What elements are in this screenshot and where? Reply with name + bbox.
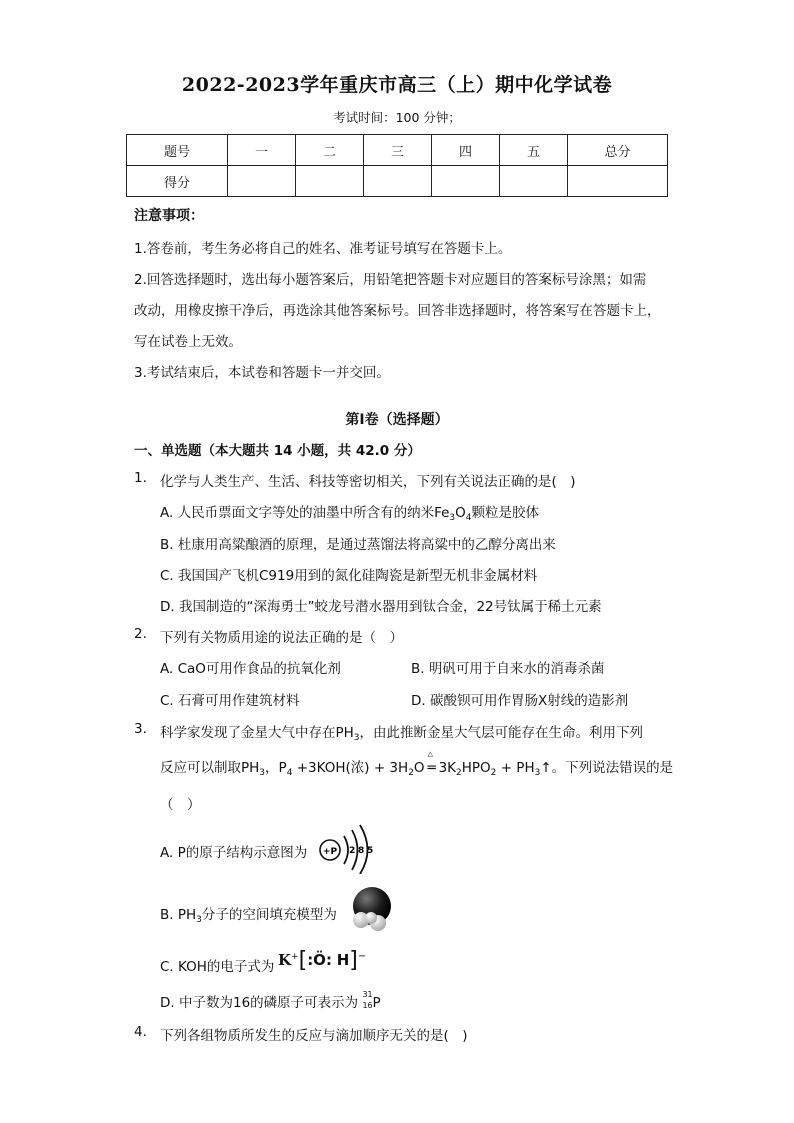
subscript: 3	[449, 513, 456, 523]
question-number: 2.	[134, 626, 147, 642]
score-row-label: 得分	[127, 166, 228, 197]
space-filling-model	[346, 886, 396, 932]
stem-text: ，由此推断金星大气层可能存在生命。利用下列	[359, 725, 644, 741]
option-text: B. PH	[160, 907, 197, 923]
notes-line: 2.回答选择题时，选出每小题答案后，用铅笔把答题卡对应题目的答案标号涂黑；如需	[134, 272, 647, 288]
option-b: B. 杜康用高粱酿酒的原理，是通过蒸馏法将高粱中的乙醇分离出来	[160, 537, 556, 553]
equals-sign: ═	[427, 760, 436, 776]
subscript: 3	[196, 915, 202, 925]
shell-count-3: 5	[367, 846, 374, 856]
question-number: 3.	[134, 721, 147, 737]
notes-line: 1.答卷前，考生务必将自己的姓名、准考证号填写在答题卡上。	[134, 241, 512, 257]
electron-formula	[278, 948, 366, 973]
score-blank	[364, 166, 432, 197]
question-stem	[160, 721, 643, 743]
option-d: D. 我国制造的“深海勇士”蛟龙号潜水器用到钛合金，22号钛属于稀土元素	[160, 599, 602, 615]
option-text: 分子的空间填充模型为	[201, 907, 337, 923]
option-a	[160, 501, 539, 523]
option-d: D. 碳酸钡可用作胃肠X射线的造影剂	[411, 693, 629, 709]
bracket-left-icon: [	[298, 948, 308, 973]
section-subtitle: 一、单选题（本大题共 14 小题，共 42.0 分）	[134, 443, 421, 459]
element-symbol: P	[372, 995, 381, 1011]
delta-sign: △	[427, 750, 433, 758]
score-blank	[500, 166, 568, 197]
score-cell-part-2: 二	[296, 135, 364, 166]
score-table	[126, 134, 668, 197]
subscript: 2	[408, 768, 414, 778]
atomic-number: 16	[362, 1001, 373, 1010]
stem-text: O	[413, 760, 425, 776]
oxygen-symbol: :Ö:	[307, 951, 332, 969]
question-number: 4.	[134, 1024, 147, 1040]
score-blank	[568, 166, 668, 197]
shell-count-2: 8	[358, 846, 365, 856]
score-cell-part-3: 三	[364, 135, 432, 166]
score-cell-total: 总分	[568, 135, 668, 166]
stem-text: ，P	[265, 760, 287, 776]
question-stem: 化学与人类生产、生活、科技等密切相关，下列有关说法正确的是( )	[160, 474, 576, 490]
score-table-score-row	[127, 166, 668, 197]
subscript: 4	[286, 768, 293, 778]
subscript: 2	[456, 768, 462, 778]
subscript: 4	[465, 513, 472, 523]
stem-text: 反应可以制取PH	[160, 760, 260, 776]
stem-text: +3KOH(浓) + 3H	[292, 760, 409, 776]
subscript: 3	[353, 733, 360, 743]
nucleus-label: +P	[322, 847, 338, 857]
score-table-header-row	[127, 135, 668, 166]
exam-title: 2022-2023学年重庆市高三（上）期中化学试卷	[181, 74, 613, 96]
potassium-symbol: K	[278, 951, 292, 969]
hydrogen-symbol: H	[336, 951, 350, 969]
option-text: D. 中子数为16的磷原子可表示为	[160, 995, 363, 1011]
score-cell-part-1: 一	[228, 135, 296, 166]
notes-heading: 注意事项：	[134, 208, 204, 224]
hydrogen-sphere	[365, 912, 377, 924]
option-a: A. P的原子结构示意图为	[160, 845, 308, 861]
electron-shell-1	[344, 836, 348, 864]
option-b: B. 明矾可用于自来水的消毒杀菌	[411, 661, 605, 677]
score-blank	[228, 166, 296, 197]
stem-text: 科学家发现了金星大气中存在PH	[160, 725, 354, 741]
stem-text: 3K	[438, 760, 457, 776]
option-a: A. CaO可用作食品的抗氧化剂	[160, 661, 341, 677]
section-title: 第Ⅰ卷（选择题）	[345, 412, 449, 428]
shell-count-1: 2	[349, 846, 356, 856]
subscript: 3	[534, 768, 541, 778]
option-text: A. 人民币票面文字等处的油墨中所含有的纳米Fe	[160, 505, 450, 521]
nuclide-notation	[362, 990, 373, 1010]
option-text: 颗粒是胶体	[471, 505, 540, 521]
subscript: 2	[490, 768, 497, 778]
option-c: C. KOH的电子式为	[160, 959, 275, 975]
option-c: C. 我国国产飞机C919用到的氮化硅陶瓷是新型无机非金属材料	[160, 568, 538, 584]
charge-plus: +	[291, 952, 299, 962]
charge-minus: −	[357, 951, 367, 962]
option-d	[160, 991, 381, 1011]
score-blank	[296, 166, 364, 197]
notes-line: 写在试卷上无效。	[134, 334, 242, 350]
heating-arrow	[425, 750, 439, 776]
option-text: O	[455, 505, 466, 521]
question-stem-tail: （ ）	[160, 797, 201, 813]
notes-line: 改动，用橡皮擦干净后，再选涂其他答案标号。回答非选择题时，将答案写在答题卡上，	[134, 303, 661, 319]
notes-line: 3.考试结束后，本试卷和答题卡一并交回。	[134, 365, 390, 381]
option-b	[160, 903, 337, 925]
question-stem: 下列各组物质所发生的反应与滴加顺序无关的是( )	[160, 1028, 468, 1044]
question-number: 1.	[134, 470, 147, 486]
score-blank	[432, 166, 500, 197]
atom-structure-diagram	[316, 822, 388, 874]
stem-text: + PH	[496, 760, 535, 776]
subscript: 3	[259, 768, 266, 778]
question-stem: 下列有关物质用途的说法正确的是（ ）	[160, 630, 403, 646]
score-cell-part-4: 四	[432, 135, 500, 166]
option-c: C. 石膏可用作建筑材料	[160, 693, 300, 709]
score-cell-label: 题号	[127, 135, 228, 166]
stem-text: ↑。下列说法错误的是	[540, 760, 674, 776]
stem-text: HPO	[461, 760, 491, 776]
bracket-right-icon: ]	[349, 948, 358, 973]
mass-number: 31	[362, 990, 373, 999]
exam-duration: 考试时间：100 分钟；	[333, 110, 461, 125]
score-cell-part-5: 五	[500, 135, 568, 166]
reaction-equation	[160, 750, 674, 778]
